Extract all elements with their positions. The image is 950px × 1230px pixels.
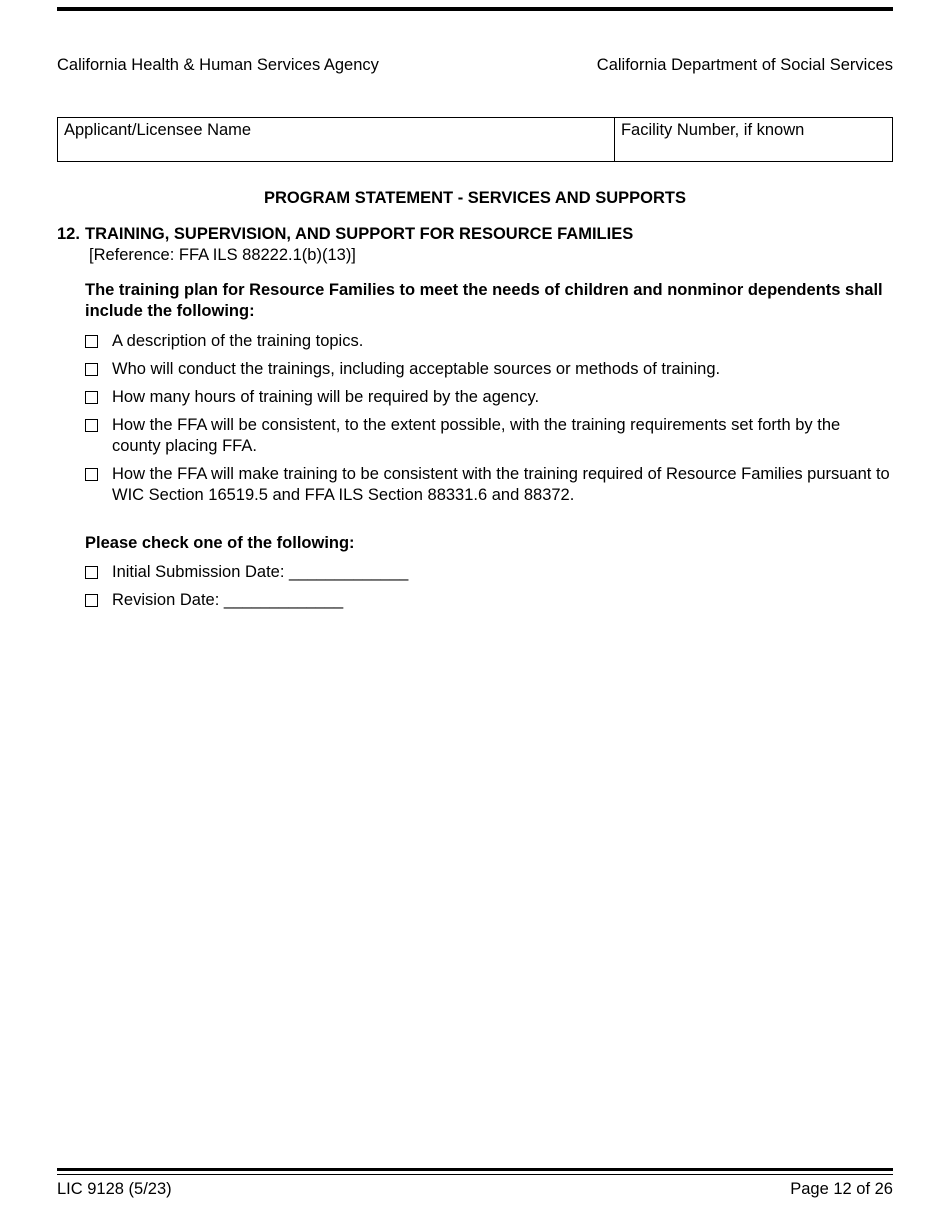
page-number: Page 12 of 26 bbox=[790, 1180, 893, 1198]
check-option-label bbox=[112, 590, 343, 611]
footer-rule-thin bbox=[57, 1174, 893, 1176]
check-item bbox=[85, 415, 893, 457]
info-table-row bbox=[58, 117, 893, 161]
check-item-label: How the FFA will be consistent, to the extent possible, with the training requirements set forth by the county placing FFA. bbox=[112, 415, 841, 455]
form-number: LIC 9128 (5/23) bbox=[57, 1180, 172, 1198]
check-option-label bbox=[112, 562, 408, 583]
checkbox[interactable] bbox=[85, 468, 98, 481]
checkbox[interactable] bbox=[85, 419, 98, 432]
header-agency-name: California Health & Human Services Agency bbox=[57, 55, 379, 74]
initial-submission-date-blank[interactable]: _____________ bbox=[289, 562, 409, 581]
checkbox[interactable] bbox=[85, 594, 98, 607]
checkbox[interactable] bbox=[85, 335, 98, 348]
section-reference: [Reference: FFA ILS 88222.1(b)(13)] bbox=[89, 245, 356, 264]
page-footer bbox=[57, 1168, 893, 1200]
section-heading-text: TRAINING, SUPERVISION, AND SUPPORT FOR RESOURCE FAMILIES bbox=[85, 224, 634, 243]
applicant-name-field[interactable] bbox=[58, 117, 615, 161]
check-item bbox=[85, 331, 893, 352]
document-title: PROGRAM STATEMENT - SERVICES AND SUPPORTS bbox=[263, 188, 686, 207]
check-one-heading: Please check one of the following: bbox=[85, 533, 355, 552]
check-item-label: How the FFA will make training to be consistent with the training required of Resource Families pursuant to WIC Section 16519.5 and FFA ILS Section 88331.6 and 88372. bbox=[112, 464, 890, 504]
checkbox[interactable] bbox=[85, 391, 98, 404]
header-department-name: California Department of Social Services bbox=[596, 55, 893, 74]
checkbox[interactable] bbox=[85, 566, 98, 579]
check-item-label: Who will conduct the trainings, including acceptable sources or methods of training. bbox=[112, 359, 721, 378]
section-number: 12. bbox=[57, 224, 80, 243]
footer-row bbox=[57, 1179, 893, 1200]
facility-number-field[interactable] bbox=[614, 117, 892, 161]
page-content bbox=[57, 0, 893, 618]
initial-submission-label: Initial Submission Date: bbox=[112, 562, 285, 581]
section-body bbox=[85, 280, 893, 611]
applicant-name-label: Applicant/Licensee Name bbox=[64, 120, 252, 139]
page-header bbox=[57, 55, 893, 75]
revision-date-blank[interactable]: _____________ bbox=[223, 590, 344, 609]
check-item bbox=[85, 464, 893, 506]
check-item bbox=[85, 359, 893, 380]
check-item-label: A description of the training topics. bbox=[112, 331, 364, 350]
revision-date-label: Revision Date: bbox=[112, 590, 220, 609]
section-heading bbox=[57, 224, 893, 245]
info-table bbox=[57, 117, 893, 162]
check-item bbox=[85, 387, 893, 408]
section-intro: The training plan for Resource Families to meet the needs of children and nonminor dependents shall include the following: bbox=[85, 280, 883, 320]
check-option-revision bbox=[85, 590, 893, 611]
check-item-label: How many hours of training will be required by the agency. bbox=[112, 387, 540, 406]
check-option-initial-submission bbox=[85, 562, 893, 583]
top-rule bbox=[57, 7, 893, 11]
footer-rule-thick bbox=[57, 1168, 893, 1171]
checkbox[interactable] bbox=[85, 363, 98, 376]
facility-number-label: Facility Number, if known bbox=[620, 120, 805, 139]
